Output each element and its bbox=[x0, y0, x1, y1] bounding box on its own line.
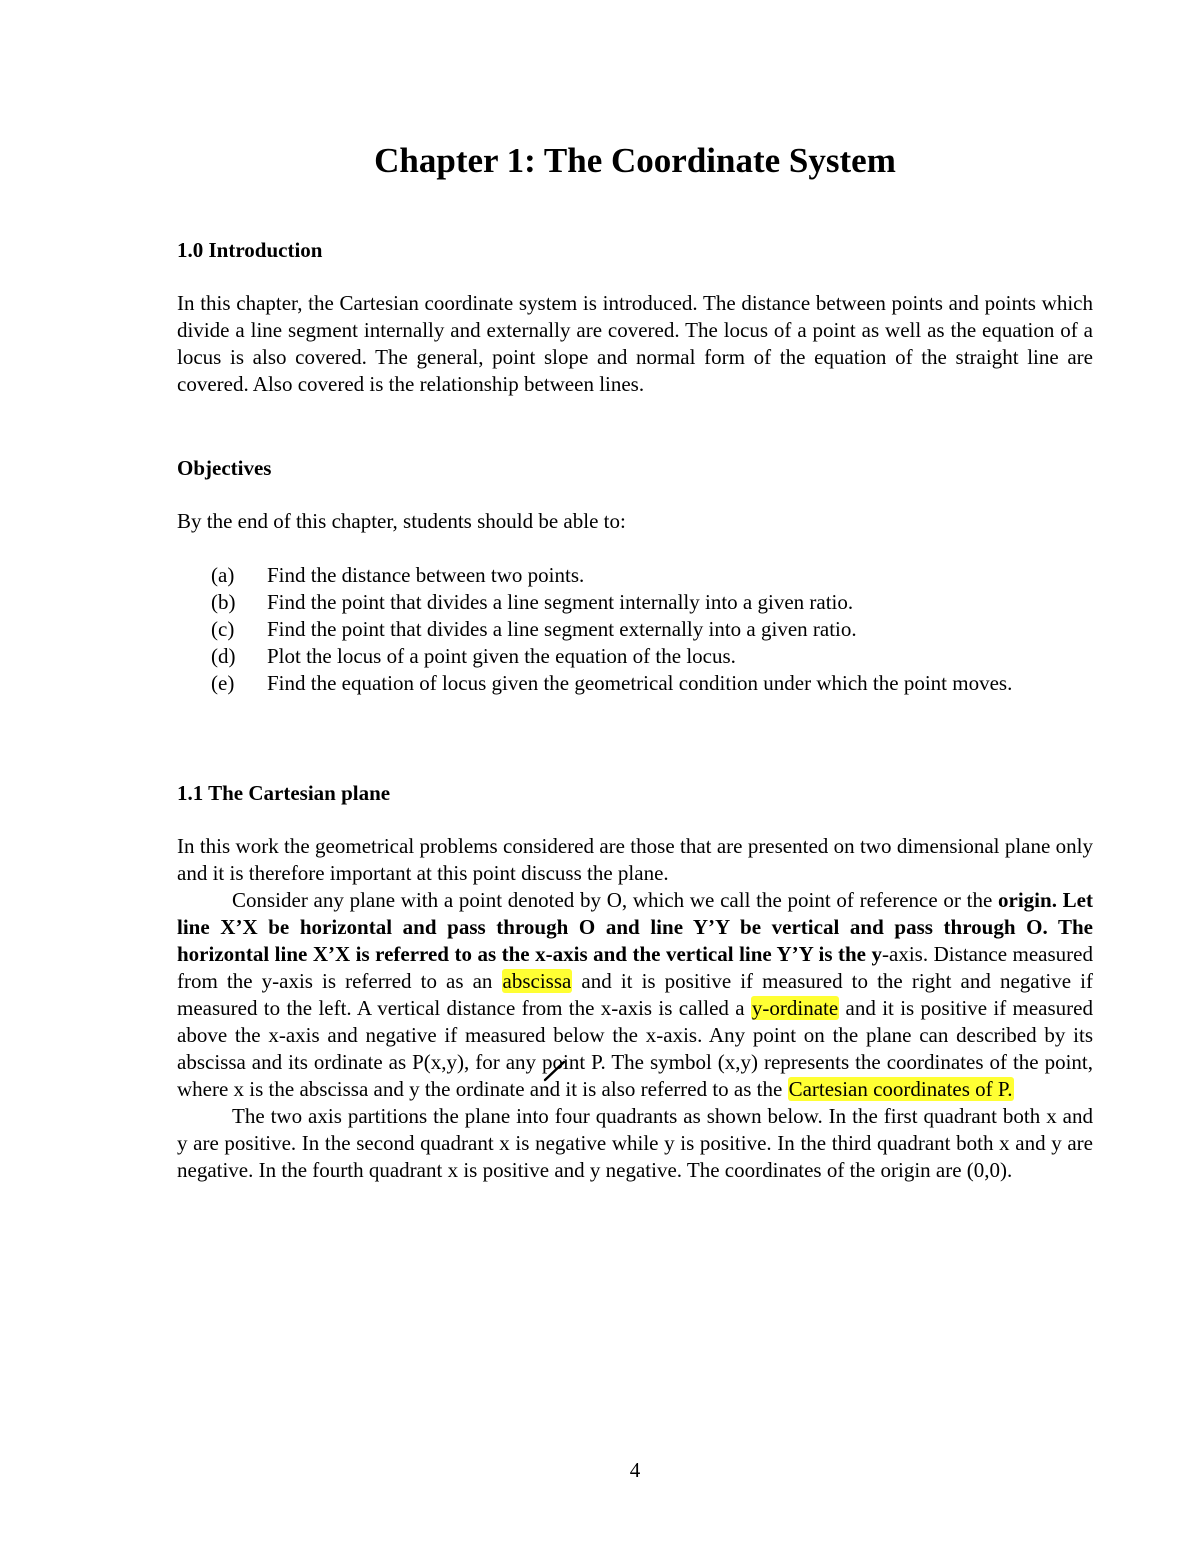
introduction-paragraph bbox=[177, 290, 1093, 398]
list-item-text: Plot the locus of a point given the equation of the locus. bbox=[267, 644, 736, 668]
cartesian-plane-body bbox=[177, 833, 1093, 1184]
cartesian-paragraph-2 bbox=[177, 887, 1093, 1103]
list-item bbox=[211, 562, 1093, 589]
bold-definition-text: origin. Let line X’X be horizontal and pass through O and line Y’Y be vertical and pass through O. The horizontal line X’X is referred to as the x-axis and the vertical line Y’Y is the y bbox=[177, 888, 1093, 966]
list-item bbox=[211, 670, 1093, 697]
objectives-lead bbox=[177, 508, 1093, 535]
cartesian-paragraph-1: In this work the geometrical problems considered are those that are presented on two dimensional plane only and it is therefore important at this point discuss the plane. bbox=[177, 834, 1093, 885]
paragraph-text: -axis. Distance measured from the y-axis is referred to as an bbox=[177, 942, 1093, 993]
cartesian-paragraph-3: The two axis partitions the plane into four quadrants as shown below. In the first quadrant both x and y are positive. In the second quadrant x is negative while y is positive. In the third quadrant both x and y are negative. In the fourth quadrant x is positive and y negative. The coordinates of the origin are (0,0). bbox=[177, 1104, 1093, 1182]
list-item-text: Find the equation of locus given the geometrical condition under which the point moves. bbox=[267, 671, 1013, 695]
list-marker: (d) bbox=[211, 644, 236, 668]
pen-annotation-mark bbox=[540, 1058, 568, 1084]
cartesian-plane-heading: 1.1 The Cartesian plane bbox=[177, 781, 391, 805]
introduction-heading: 1.0 Introduction bbox=[177, 238, 323, 262]
paragraph-text: Consider any plane with a point denoted by O, which we call the point of reference or the bbox=[232, 888, 999, 912]
list-item-text: Find the point that divides a line segment internally into a given ratio. bbox=[267, 590, 854, 614]
list-item bbox=[211, 616, 1093, 643]
list-marker: (c) bbox=[211, 617, 235, 641]
paragraph-text: and it is positive if measured to the right and negative if measured to the left. A vertical distance from the x-axis is called a bbox=[177, 969, 1093, 1020]
objectives-list bbox=[211, 562, 1093, 697]
list-marker: (b) bbox=[211, 590, 236, 614]
chapter-title: Chapter 1: The Coordinate System bbox=[374, 141, 896, 180]
list-marker: (e) bbox=[211, 671, 235, 695]
list-item bbox=[211, 643, 1093, 670]
introduction-text: In this chapter, the Cartesian coordinate system is introduced. The distance between points and points which divide a line segment internally and externally are covered. The locus of a point as well as the equation of a locus is also covered. The general, point slope and normal form of the equation of the straight line are covered. Also covered is the relationship between lines. bbox=[177, 291, 1093, 396]
objectives-lead-text: By the end of this chapter, students should be able to: bbox=[177, 509, 626, 533]
objectives-heading: Objectives bbox=[177, 456, 272, 480]
list-item-text: Find the point that divides a line segment externally into a given ratio. bbox=[267, 617, 857, 641]
paragraph-text: and it is positive if measured above the x-axis and negative if measured below the x-axis. Any point on the plane can described by its abscissa and its ordinate as P(x,y), for any point P. The symbol (x,y) represents the coordinates of the point, where x is the abscissa and y the ordinate and it is also referred to as the bbox=[177, 996, 1093, 1101]
highlight-abscissa: abscissa bbox=[502, 969, 572, 993]
list-item bbox=[211, 589, 1093, 616]
highlight-cartesian-coordinates: Cartesian coordinates of P. bbox=[788, 1077, 1013, 1101]
page-number: 4 bbox=[629, 1458, 641, 1482]
list-marker: (a) bbox=[211, 563, 235, 587]
highlight-y-ordinate: y-ordinate bbox=[751, 996, 839, 1020]
list-item-text: Find the distance between two points. bbox=[267, 563, 585, 587]
